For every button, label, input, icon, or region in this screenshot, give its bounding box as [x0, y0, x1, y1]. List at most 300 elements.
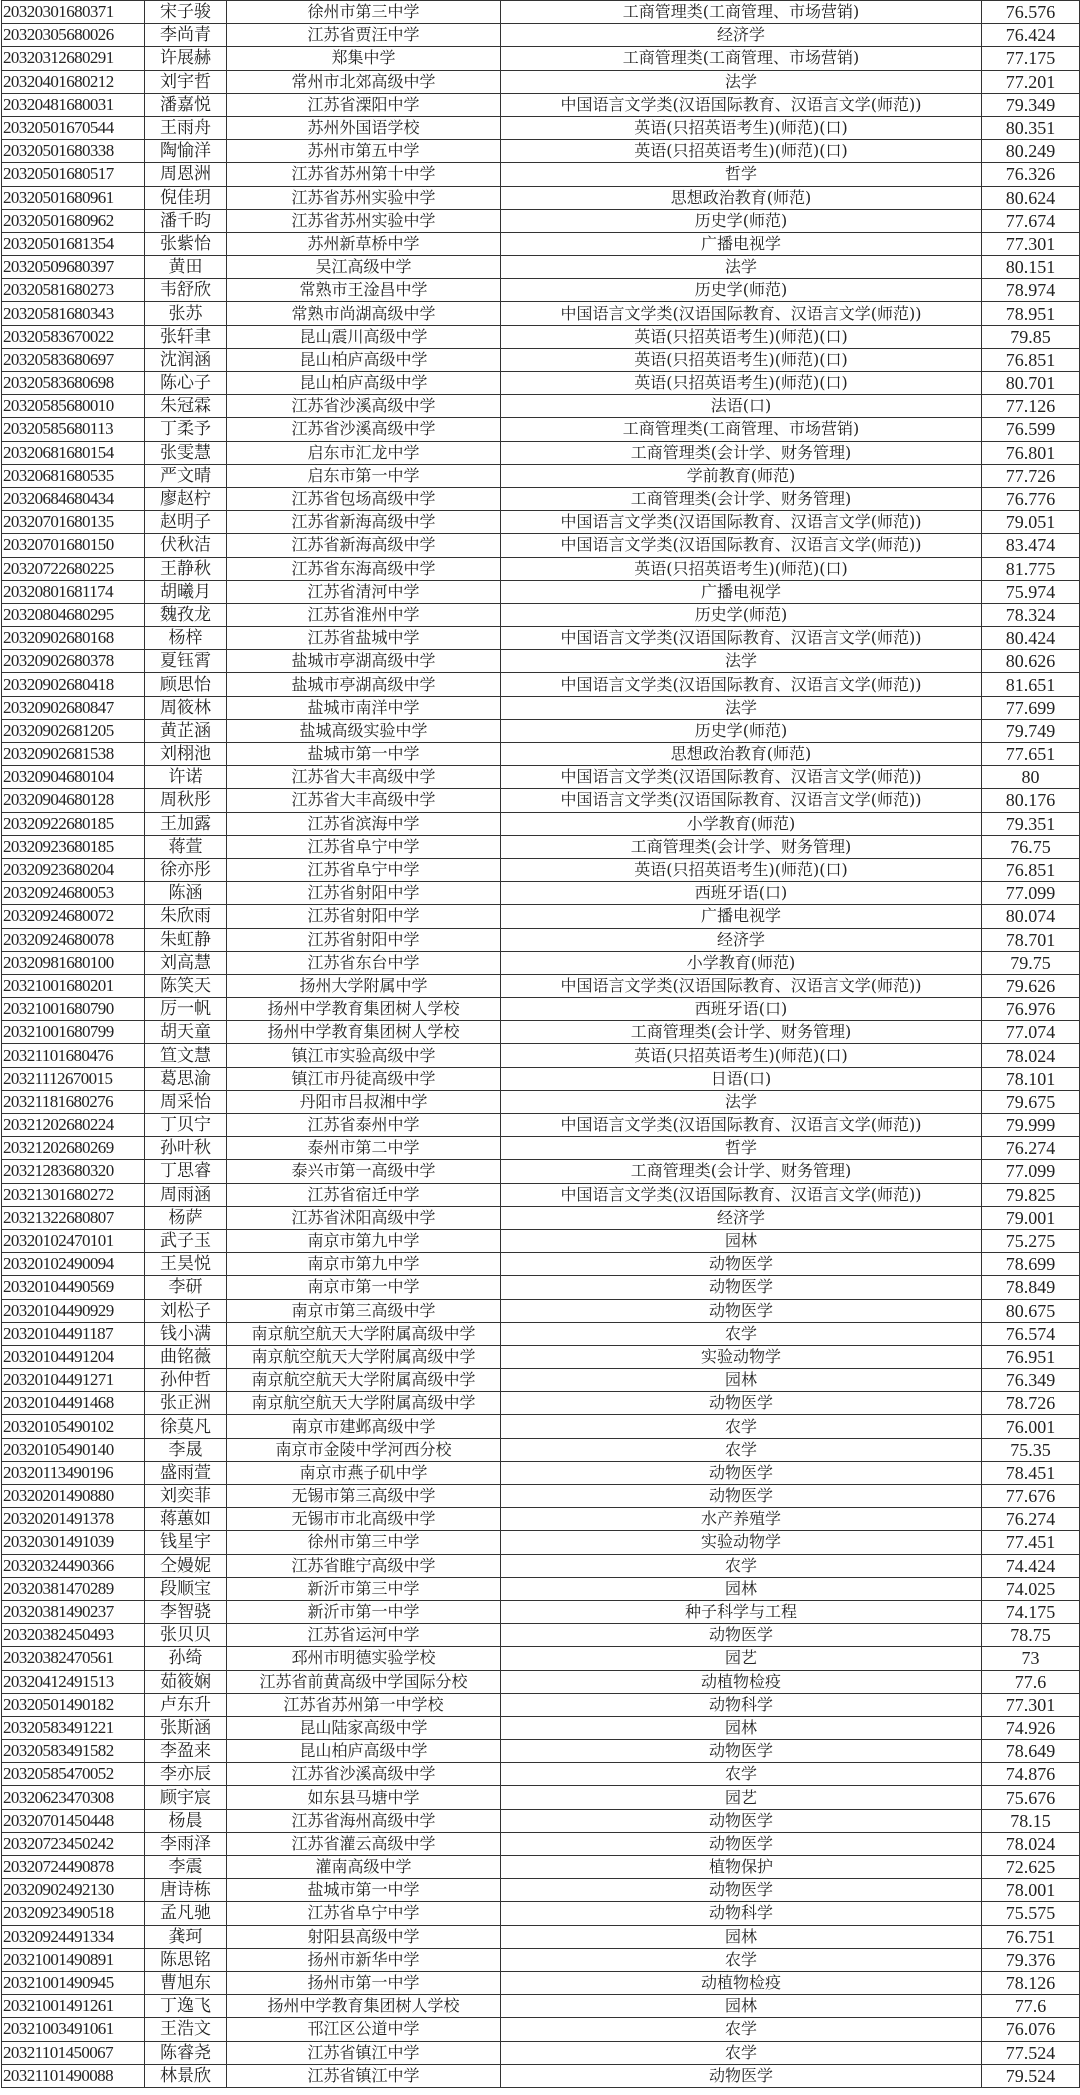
table-row: [2, 1276, 1080, 1299]
candidate-id-cell: 20320902681538: [2, 743, 145, 766]
school-cell: 江苏省睢宁高级中学: [227, 1554, 501, 1577]
name-cell: 顾思怡: [145, 673, 227, 696]
score-cell: 79.376: [982, 1948, 1080, 1971]
name-cell: 丁思睿: [145, 1160, 227, 1183]
table-row: [2, 1902, 1080, 1925]
school-cell: 南京市第九中学: [227, 1229, 501, 1252]
major-cell: 实验动物学: [501, 1345, 982, 1368]
name-cell: 杨梓: [145, 627, 227, 650]
major-cell: 园艺: [501, 1647, 982, 1670]
candidate-id-cell: 20320382450493: [2, 1624, 145, 1647]
table-row: [2, 1624, 1080, 1647]
table-row: [2, 719, 1080, 742]
major-cell: 园林: [501, 1369, 982, 1392]
name-cell: 刘高慧: [145, 951, 227, 974]
candidate-id-cell: 20320583680697: [2, 348, 145, 371]
table-row: [2, 998, 1080, 1021]
table-row: [2, 1461, 1080, 1484]
candidate-id-cell: 20320501680961: [2, 186, 145, 209]
candidate-id-cell: 20320501680517: [2, 163, 145, 186]
table-row: [2, 1206, 1080, 1229]
school-cell: 扬州大学附属中学: [227, 974, 501, 997]
name-cell: 张贝贝: [145, 1624, 227, 1647]
table-row: [2, 789, 1080, 812]
school-cell: 江苏省阜宁中学: [227, 1902, 501, 1925]
score-cell: 78.849: [982, 1276, 1080, 1299]
name-cell: 刘宇哲: [145, 70, 227, 93]
major-cell: 农学: [501, 1763, 982, 1786]
candidate-id-cell: 20320902681205: [2, 719, 145, 742]
major-cell: 英语(只招英语考生)(师范)(口): [501, 116, 982, 139]
candidate-id-cell: 20320585680113: [2, 418, 145, 441]
name-cell: 陈睿尧: [145, 2041, 227, 2064]
score-cell: 78.451: [982, 1461, 1080, 1484]
school-cell: 常州市北郊高级中学: [227, 70, 501, 93]
major-cell: 经济学: [501, 24, 982, 47]
table-row: [2, 1763, 1080, 1786]
score-cell: 78.699: [982, 1253, 1080, 1276]
candidate-id-cell: 20320201490880: [2, 1485, 145, 1508]
major-cell: 思想政治教育(师范): [501, 743, 982, 766]
candidate-id-cell: 20320305680026: [2, 24, 145, 47]
candidate-id-cell: 20321181680276: [2, 1090, 145, 1113]
school-cell: 江苏省东海高级中学: [227, 557, 501, 580]
school-cell: 江苏省沙溪高级中学: [227, 1763, 501, 1786]
candidate-id-cell: 20320104490569: [2, 1276, 145, 1299]
candidate-id-cell: 20320301491039: [2, 1531, 145, 1554]
score-cell: 77.651: [982, 743, 1080, 766]
school-cell: 江苏省阜宁中学: [227, 858, 501, 881]
score-cell: 76.75: [982, 835, 1080, 858]
score-cell: 76.424: [982, 24, 1080, 47]
school-cell: 启东市汇龙中学: [227, 441, 501, 464]
score-cell: 75.275: [982, 1229, 1080, 1252]
school-cell: 苏州市第五中学: [227, 140, 501, 163]
table-row: [2, 1114, 1080, 1137]
candidate-id-cell: 20320923680185: [2, 835, 145, 858]
score-cell: 75.35: [982, 1438, 1080, 1461]
score-cell: 74.926: [982, 1716, 1080, 1739]
major-cell: 英语(只招英语考生)(师范)(口): [501, 348, 982, 371]
major-cell: 动物科学: [501, 1693, 982, 1716]
school-cell: 扬州中学教育集团树人学校: [227, 1995, 501, 2018]
table-row: [2, 2041, 1080, 2064]
score-cell: 78.324: [982, 603, 1080, 626]
candidate-id-cell: 20321301680272: [2, 1183, 145, 1206]
major-cell: 水产养殖学: [501, 1508, 982, 1531]
name-cell: 李雨泽: [145, 1832, 227, 1855]
candidate-id-cell: 20321322680807: [2, 1206, 145, 1229]
school-cell: 昆山柏庐高级中学: [227, 372, 501, 395]
name-cell: 黄芷涵: [145, 719, 227, 742]
school-cell: 新沂市第一中学: [227, 1600, 501, 1623]
major-cell: 工商管理类(工商管理、市场营销): [501, 47, 982, 70]
major-cell: 中国语言文学类(汉语国际教育、汉语言文学(师范)): [501, 93, 982, 116]
admission-score-table: [1, 0, 1080, 2088]
school-cell: 江苏省阜宁中学: [227, 835, 501, 858]
name-cell: 李盈来: [145, 1740, 227, 1763]
candidate-id-cell: 20320681680535: [2, 464, 145, 487]
name-cell: 魏孜龙: [145, 603, 227, 626]
name-cell: 厉一帆: [145, 998, 227, 1021]
score-cell: 80.624: [982, 186, 1080, 209]
major-cell: 种子科学与工程: [501, 1600, 982, 1623]
candidate-id-cell: 20320583491582: [2, 1740, 145, 1763]
school-cell: 南京航空航天大学附属高级中学: [227, 1322, 501, 1345]
major-cell: 法学: [501, 650, 982, 673]
candidate-id-cell: 20320804680295: [2, 603, 145, 626]
major-cell: 中国语言文学类(汉语国际教育、汉语言文学(师范)): [501, 534, 982, 557]
candidate-id-cell: 20320324490366: [2, 1554, 145, 1577]
table-row: [2, 232, 1080, 255]
candidate-id-cell: 20320924680072: [2, 905, 145, 928]
name-cell: 丁逸飞: [145, 1995, 227, 2018]
name-cell: 张斯涵: [145, 1716, 227, 1739]
major-cell: 动物医学: [501, 2064, 982, 2087]
name-cell: 杨萨: [145, 1206, 227, 1229]
table-row: [2, 1299, 1080, 1322]
table-row: [2, 534, 1080, 557]
major-cell: 动物医学: [501, 1832, 982, 1855]
candidate-id-cell: 20320923680204: [2, 858, 145, 881]
school-cell: 昆山柏庐高级中学: [227, 348, 501, 371]
school-cell: 南京航空航天大学附属高级中学: [227, 1392, 501, 1415]
candidate-id-cell: 20320509680397: [2, 256, 145, 279]
table-row: [2, 372, 1080, 395]
score-cell: 74.424: [982, 1554, 1080, 1577]
school-cell: 泰州市第二中学: [227, 1137, 501, 1160]
name-cell: 宋子骏: [145, 1, 227, 24]
school-cell: 南京市建邺高级中学: [227, 1415, 501, 1438]
table-row: [2, 1647, 1080, 1670]
school-cell: 邳州市明德实验学校: [227, 1647, 501, 1670]
candidate-id-cell: 20320724490878: [2, 1856, 145, 1879]
school-cell: 南京市第一中学: [227, 1276, 501, 1299]
school-cell: 江苏省射阳中学: [227, 928, 501, 951]
table-row: [2, 1786, 1080, 1809]
table-row: [2, 116, 1080, 139]
school-cell: 江苏省镇江中学: [227, 2064, 501, 2087]
score-cell: 79.051: [982, 511, 1080, 534]
score-cell: 79.749: [982, 719, 1080, 742]
name-cell: 李智骁: [145, 1600, 227, 1623]
candidate-id-cell: 20320904680104: [2, 766, 145, 789]
name-cell: 刘栩池: [145, 743, 227, 766]
score-cell: 77.201: [982, 70, 1080, 93]
score-cell: 79.825: [982, 1183, 1080, 1206]
score-cell: 77.301: [982, 232, 1080, 255]
score-cell: 78.001: [982, 1879, 1080, 1902]
table-row: [2, 1856, 1080, 1879]
candidate-id-cell: 20320722680225: [2, 557, 145, 580]
school-cell: 无锡市市北高级中学: [227, 1508, 501, 1531]
name-cell: 刘奕菲: [145, 1485, 227, 1508]
name-cell: 王加露: [145, 812, 227, 835]
score-cell: 79.349: [982, 93, 1080, 116]
candidate-id-cell: 20320113490196: [2, 1461, 145, 1484]
name-cell: 许诺: [145, 766, 227, 789]
candidate-id-cell: 20320924680078: [2, 928, 145, 951]
major-cell: 中国语言文学类(汉语国际教育、汉语言文学(师范)): [501, 1114, 982, 1137]
school-cell: 江苏省灌云高级中学: [227, 1832, 501, 1855]
major-cell: 法语(口): [501, 395, 982, 418]
candidate-id-cell: 20320105490102: [2, 1415, 145, 1438]
table-row: [2, 1160, 1080, 1183]
major-cell: 园林: [501, 1716, 982, 1739]
candidate-id-cell: 20320102470101: [2, 1229, 145, 1252]
table-row: [2, 395, 1080, 418]
major-cell: 动物科学: [501, 1902, 982, 1925]
name-cell: 陈心子: [145, 372, 227, 395]
major-cell: 动物医学: [501, 1624, 982, 1647]
school-cell: 吴江高级中学: [227, 256, 501, 279]
candidate-id-cell: 20320681680154: [2, 441, 145, 464]
candidate-id-cell: 20320585470052: [2, 1763, 145, 1786]
table-row: [2, 1183, 1080, 1206]
candidate-id-cell: 20321202680269: [2, 1137, 145, 1160]
school-cell: 江苏省苏州实验中学: [227, 186, 501, 209]
score-cell: 72.625: [982, 1856, 1080, 1879]
school-cell: 盐城市第一中学: [227, 743, 501, 766]
candidate-id-cell: 20321001680799: [2, 1021, 145, 1044]
candidate-id-cell: 20321001490891: [2, 1948, 145, 1971]
school-cell: 常熟市尚湖高级中学: [227, 302, 501, 325]
candidate-id-cell: 20320981680100: [2, 951, 145, 974]
name-cell: 钱小满: [145, 1322, 227, 1345]
major-cell: 工商管理类(工商管理、市场营销): [501, 418, 982, 441]
score-cell: 75.676: [982, 1786, 1080, 1809]
name-cell: 孙绮: [145, 1647, 227, 1670]
candidate-id-cell: 20320701680135: [2, 511, 145, 534]
major-cell: 法学: [501, 256, 982, 279]
name-cell: 朱欣雨: [145, 905, 227, 928]
table-row: [2, 1044, 1080, 1067]
candidate-id-cell: 20320104491187: [2, 1322, 145, 1345]
table-row: [2, 603, 1080, 626]
table-row: [2, 1508, 1080, 1531]
major-cell: 广播电视学: [501, 232, 982, 255]
name-cell: 林景欣: [145, 2064, 227, 2087]
school-cell: 如东县马塘中学: [227, 1786, 501, 1809]
major-cell: 动物医学: [501, 1879, 982, 1902]
major-cell: 哲学: [501, 1137, 982, 1160]
school-cell: 江苏省运河中学: [227, 1624, 501, 1647]
name-cell: 廖赵柠: [145, 487, 227, 510]
major-cell: 园林: [501, 1577, 982, 1600]
candidate-id-cell: 20321112670015: [2, 1067, 145, 1090]
score-cell: 76.851: [982, 348, 1080, 371]
score-cell: 75.974: [982, 580, 1080, 603]
name-cell: 曹旭东: [145, 1971, 227, 1994]
major-cell: 英语(只招英语考生)(师范)(口): [501, 372, 982, 395]
table-row: [2, 650, 1080, 673]
score-cell: 78.701: [982, 928, 1080, 951]
school-cell: 江苏省射阳中学: [227, 905, 501, 928]
candidate-id-cell: 20320501680962: [2, 209, 145, 232]
name-cell: 夏钰霄: [145, 650, 227, 673]
major-cell: 西班牙语(口): [501, 998, 982, 1021]
name-cell: 陈涵: [145, 882, 227, 905]
major-cell: 中国语言文学类(汉语国际教育、汉语言文学(师范)): [501, 511, 982, 534]
school-cell: 扬州中学教育集团树人学校: [227, 998, 501, 1021]
table-row: [2, 882, 1080, 905]
table-row: [2, 2018, 1080, 2041]
name-cell: 唐诗栋: [145, 1879, 227, 1902]
table-row: [2, 1531, 1080, 1554]
candidate-id-cell: 20320583680698: [2, 372, 145, 395]
candidate-id-cell: 20320105490140: [2, 1438, 145, 1461]
name-cell: 张苏: [145, 302, 227, 325]
name-cell: 李尚青: [145, 24, 227, 47]
major-cell: 动物医学: [501, 1485, 982, 1508]
score-cell: 78.951: [982, 302, 1080, 325]
score-cell: 79.675: [982, 1090, 1080, 1113]
table-row: [2, 1670, 1080, 1693]
school-cell: 昆山柏庐高级中学: [227, 1740, 501, 1763]
table-row: [2, 1229, 1080, 1252]
school-cell: 扬州中学教育集团树人学校: [227, 1021, 501, 1044]
candidate-id-cell: 20320102490094: [2, 1253, 145, 1276]
score-cell: 76.599: [982, 418, 1080, 441]
major-cell: 园林: [501, 1229, 982, 1252]
table-row: [2, 24, 1080, 47]
school-cell: 江苏省新海高级中学: [227, 511, 501, 534]
school-cell: 江苏省包场高级中学: [227, 487, 501, 510]
score-cell: 80.176: [982, 789, 1080, 812]
name-cell: 沈润涵: [145, 348, 227, 371]
table-row: [2, 441, 1080, 464]
score-cell: 78.75: [982, 1624, 1080, 1647]
table-row: [2, 1392, 1080, 1415]
candidate-id-cell: 20320501681354: [2, 232, 145, 255]
major-cell: 中国语言文学类(汉语国际教育、汉语言文学(师范)): [501, 302, 982, 325]
candidate-id-cell: 20321001491261: [2, 1995, 145, 2018]
major-cell: 园林: [501, 1995, 982, 2018]
name-cell: 武子玉: [145, 1229, 227, 1252]
table-row: [2, 2064, 1080, 2087]
score-cell: 76.274: [982, 1137, 1080, 1160]
name-cell: 葛思渝: [145, 1067, 227, 1090]
name-cell: 笪文慧: [145, 1044, 227, 1067]
major-cell: 动物医学: [501, 1461, 982, 1484]
table-row: [2, 1995, 1080, 2018]
table-row: [2, 47, 1080, 70]
school-cell: 江苏省盐城中学: [227, 627, 501, 650]
score-cell: 80.151: [982, 256, 1080, 279]
school-cell: 扬州市新华中学: [227, 1948, 501, 1971]
candidate-id-cell: 20320904680128: [2, 789, 145, 812]
score-cell: 77.074: [982, 1021, 1080, 1044]
school-cell: 江苏省大丰高级中学: [227, 789, 501, 812]
table-row: [2, 209, 1080, 232]
table-row: [2, 1021, 1080, 1044]
candidate-id-cell: 20320201491378: [2, 1508, 145, 1531]
candidate-id-cell: 20320924680053: [2, 882, 145, 905]
score-cell: 78.974: [982, 279, 1080, 302]
major-cell: 法学: [501, 70, 982, 93]
table-row: [2, 627, 1080, 650]
table-row: [2, 1415, 1080, 1438]
major-cell: 学前教育(师范): [501, 464, 982, 487]
name-cell: 王昊悦: [145, 1253, 227, 1276]
major-cell: 动植物检疫: [501, 1670, 982, 1693]
candidate-id-cell: 20320923490518: [2, 1902, 145, 1925]
major-cell: 历史学(师范): [501, 603, 982, 626]
major-cell: 园艺: [501, 1786, 982, 1809]
table-row: [2, 905, 1080, 928]
name-cell: 周采怡: [145, 1090, 227, 1113]
name-cell: 顾宇宸: [145, 1786, 227, 1809]
score-cell: 77.6: [982, 1995, 1080, 2018]
table-row: [2, 70, 1080, 93]
table-row: [2, 163, 1080, 186]
major-cell: 中国语言文学类(汉语国际教育、汉语言文学(师范)): [501, 789, 982, 812]
school-cell: 江苏省沙溪高级中学: [227, 395, 501, 418]
candidate-id-cell: 20320922680185: [2, 812, 145, 835]
school-cell: 盐城市第一中学: [227, 1879, 501, 1902]
major-cell: 农学: [501, 1554, 982, 1577]
candidate-id-cell: 20320104491271: [2, 1369, 145, 1392]
candidate-id-cell: 20320382470561: [2, 1647, 145, 1670]
major-cell: 英语(只招英语考生)(师范)(口): [501, 557, 982, 580]
school-cell: 江苏省清河中学: [227, 580, 501, 603]
score-cell: 80.351: [982, 116, 1080, 139]
name-cell: 张紫怡: [145, 232, 227, 255]
score-cell: 76.776: [982, 487, 1080, 510]
name-cell: 朱虹静: [145, 928, 227, 951]
name-cell: 李震: [145, 1856, 227, 1879]
major-cell: 英语(只招英语考生)(师范)(口): [501, 325, 982, 348]
major-cell: 广播电视学: [501, 580, 982, 603]
score-cell: 76.001: [982, 1415, 1080, 1438]
score-cell: 78.726: [982, 1392, 1080, 1415]
score-cell: 81.775: [982, 557, 1080, 580]
table-row: [2, 974, 1080, 997]
candidate-id-cell: 20320623470308: [2, 1786, 145, 1809]
major-cell: 动物医学: [501, 1740, 982, 1763]
name-cell: 盛雨萱: [145, 1461, 227, 1484]
table-row: [2, 1716, 1080, 1739]
table-row: [2, 1345, 1080, 1368]
school-cell: 江苏省苏州第十中学: [227, 163, 501, 186]
school-cell: 泰兴市第一高级中学: [227, 1160, 501, 1183]
major-cell: 法学: [501, 1090, 982, 1113]
school-cell: 郑集中学: [227, 47, 501, 70]
major-cell: 工商管理类(会计学、财务管理): [501, 1021, 982, 1044]
school-cell: 盐城市南洋中学: [227, 696, 501, 719]
school-cell: 昆山陆家高级中学: [227, 1716, 501, 1739]
candidate-id-cell: 20320583670022: [2, 325, 145, 348]
major-cell: 动物医学: [501, 1253, 982, 1276]
name-cell: 黄田: [145, 256, 227, 279]
candidate-id-cell: 20320801681174: [2, 580, 145, 603]
major-cell: 植物保护: [501, 1856, 982, 1879]
table-row: [2, 1253, 1080, 1276]
score-cell: 80.424: [982, 627, 1080, 650]
name-cell: 茹筱娴: [145, 1670, 227, 1693]
score-cell: 77.099: [982, 1160, 1080, 1183]
school-cell: 镇江市丹徒高级中学: [227, 1067, 501, 1090]
name-cell: 张正洲: [145, 1392, 227, 1415]
table-row: [2, 279, 1080, 302]
score-cell: 76.326: [982, 163, 1080, 186]
major-cell: 经济学: [501, 928, 982, 951]
table-row: [2, 1438, 1080, 1461]
score-cell: 76.751: [982, 1925, 1080, 1948]
score-cell: 76.951: [982, 1345, 1080, 1368]
candidate-id-cell: 20321001490945: [2, 1971, 145, 1994]
score-cell: 77.451: [982, 1531, 1080, 1554]
